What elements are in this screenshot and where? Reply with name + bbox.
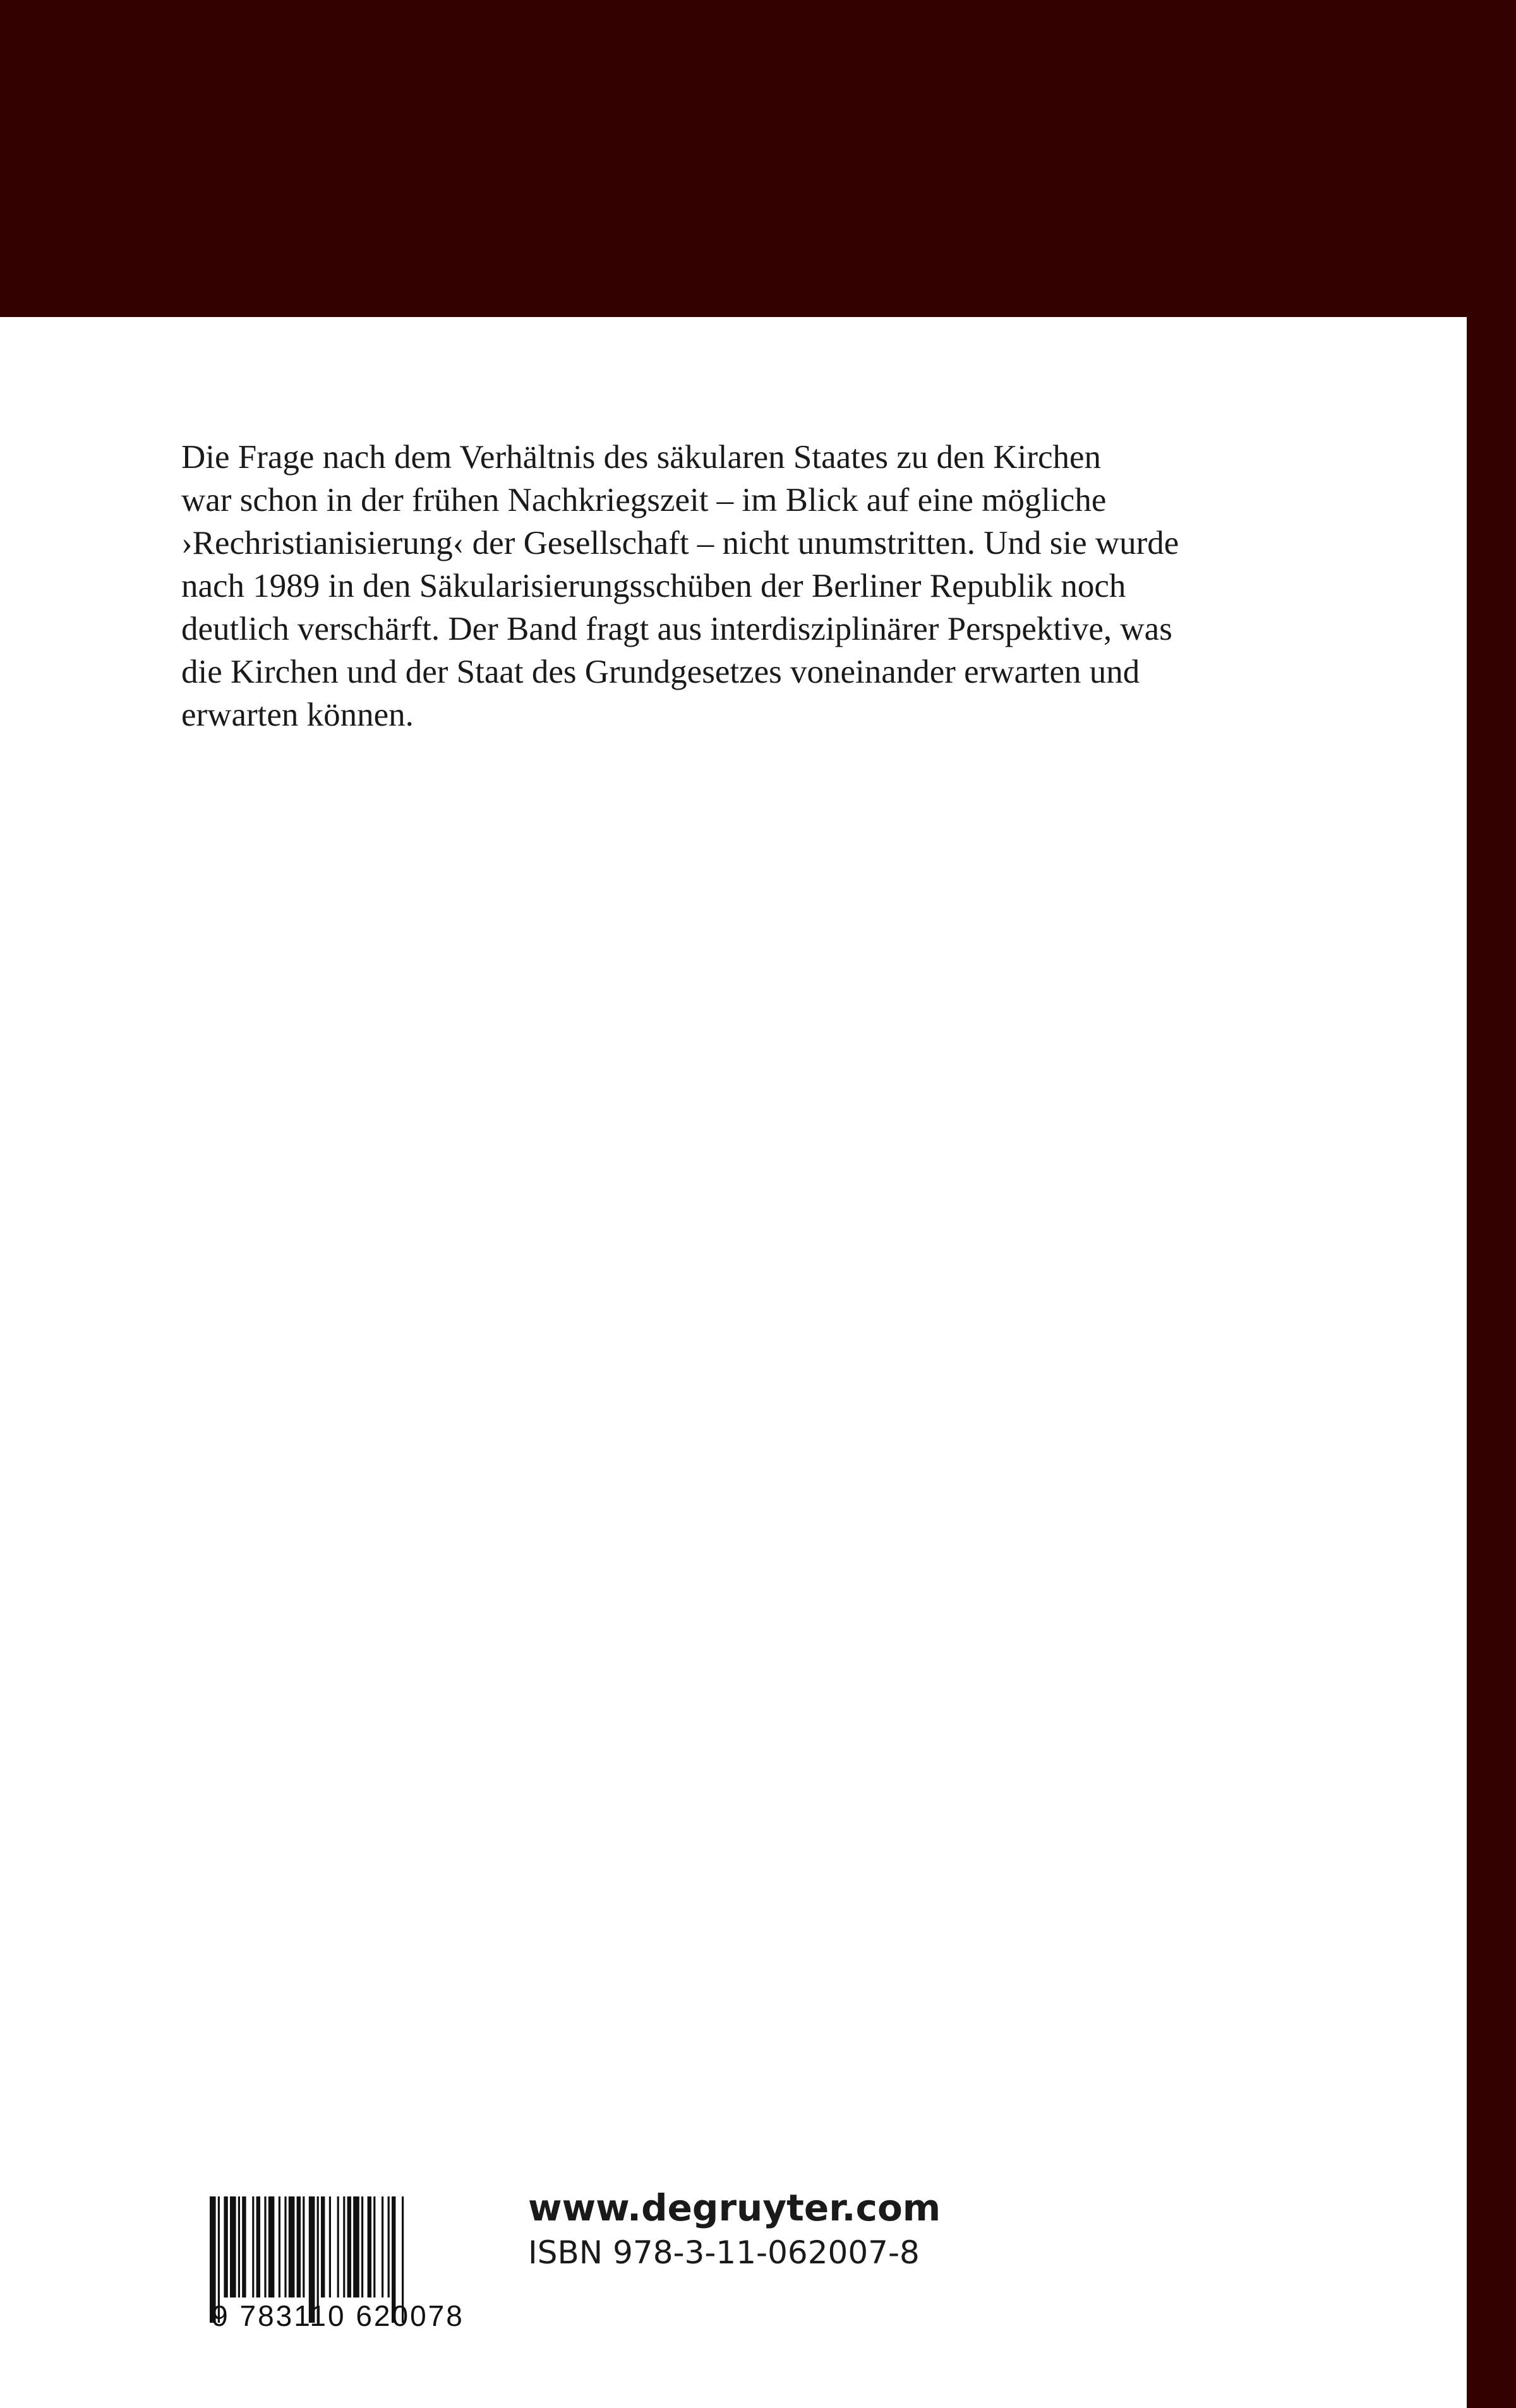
blurb-line: ›Rechristianisierung‹ der Gesellschaft – nicht unumstritten. Und sie wurde: [181, 525, 1179, 561]
barcode-bar: [224, 2196, 227, 2297]
barcode-bar: [337, 2196, 339, 2297]
barcode-bar: [256, 2196, 260, 2297]
top-color-band: [0, 0, 1516, 317]
barcode-digits: 9 783110 620078: [212, 2299, 464, 2332]
blurb-line: nach 1989 in den Säkularisierungsschüben der Berliner Republik noch: [181, 568, 1126, 604]
barcode-bar: [242, 2196, 246, 2297]
blurb-line: erwarten können.: [181, 697, 414, 733]
barcode-bar: [279, 2196, 280, 2297]
blurb-text: [181, 436, 1318, 736]
blurb-line: war schon in der frühen Nachkriegszeit – im Blick auf eine mögliche: [181, 482, 1107, 518]
barcode-bar: [268, 2196, 275, 2297]
barcode-bar: [264, 2196, 266, 2297]
barcode-bar: [368, 2196, 371, 2297]
barcode-bar: [252, 2196, 254, 2297]
barcode-bar: [284, 2196, 286, 2297]
barcode-bar: [321, 2196, 325, 2297]
blurb-line: die Kirchen und der Staat des Grundgesetzes voneinander erwarten und: [181, 654, 1140, 690]
barcode-bar: [297, 2196, 301, 2297]
barcode-bar: [289, 2196, 295, 2297]
barcode-bar: [361, 2196, 363, 2297]
barcode-bar: [353, 2196, 359, 2297]
isbn-number: ISBN 978-3-11-062007-8: [528, 2234, 920, 2271]
barcode-bar: [238, 2196, 240, 2297]
barcode-bar: [373, 2196, 375, 2297]
barcode-bar: [230, 2196, 236, 2297]
blurb-line: deutlich verschärft. Der Band fragt aus interdisziplinärer Perspektive, was: [181, 611, 1172, 647]
barcode-bar: [388, 2196, 390, 2297]
publisher-url[interactable]: www.degruyter.com: [528, 2186, 941, 2229]
barcode-bar: [382, 2196, 383, 2297]
barcode-bar: [329, 2196, 331, 2297]
right-color-band: [1467, 317, 1516, 2408]
blurb-line: Die Frage nach dem Verhältnis des säkularen Staates zu den Kirchen: [181, 439, 1102, 476]
barcode-bar: [347, 2196, 351, 2297]
barcode-bar: [303, 2196, 304, 2297]
barcode-bar: [343, 2196, 345, 2297]
